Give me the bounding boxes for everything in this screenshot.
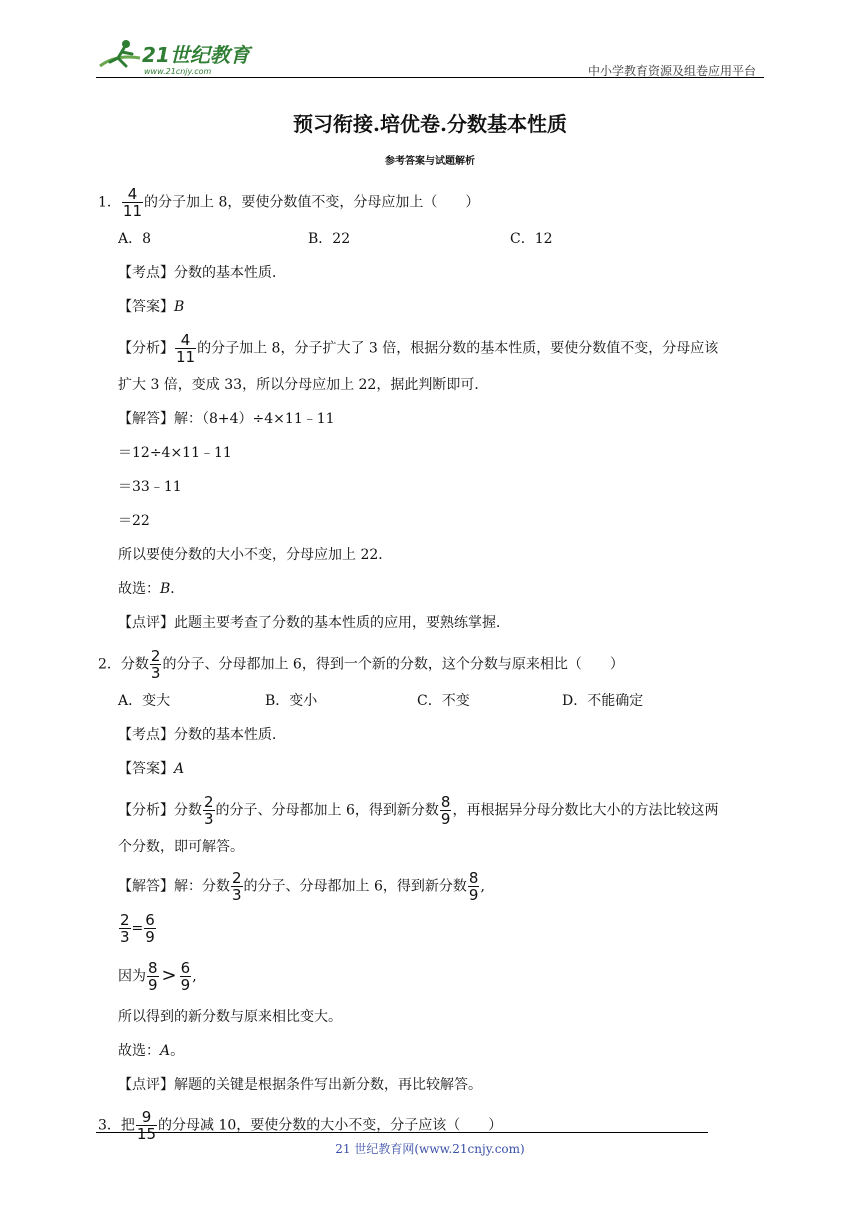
analysis: 【分析】 $\frac{4}{11}$ 的分子加上 8，分子扩大了 3 倍，根据分数的基本性质，要使分数值不变，分母应该 <box>118 331 719 366</box>
answer: 【答案】A <box>118 761 185 777</box>
result: 所以得到的新分数与原来相比变大。 <box>118 1009 342 1025</box>
option-c: C．不变 <box>417 693 470 709</box>
question-3: 3．把 $\frac{9}{15}$ 的分母减 10，要使分数的大小不变，分子应该（ ） <box>98 1108 503 1143</box>
logo-url: www.21cnjy.com <box>144 67 212 76</box>
site-name: 中小学教育资源及组卷应用平台 <box>587 64 756 78</box>
solution-line: ＝22 <box>118 513 150 529</box>
answer: 【答案】B <box>118 299 185 315</box>
choice: 故选：B． <box>118 581 185 597</box>
footer-divider <box>96 1132 708 1133</box>
option-c: C．12 <box>510 231 553 247</box>
option-a: A．8 <box>118 231 152 247</box>
analysis-cont: 扩大 3 倍，变成 33，所以分母应加上 22，据此判断即可． <box>118 377 489 393</box>
option-d: D．不能确定 <box>562 693 644 709</box>
solution-line: ＝12÷4×11﹣11 <box>118 445 232 461</box>
solution: 【解答】解：分数 $\frac{2}{3}$ 的分子、分母都加上 6，得到新分数 $\frac{8}{9}$ , <box>118 869 485 904</box>
analysis: 【分析】分数 $\frac{2}{3}$ 的分子、分母都加上 6，得到新分数 $\frac{8}{9}$ ，再根据异分母分数比大小的方法比较这两 <box>118 793 719 828</box>
document-title: 预习衔接.培优卷.分数基本性质 <box>293 112 567 136</box>
question-2: 2．分数 $\frac{2}{3}$ 的分子、分母都加上 6，得到一个新的分数，这个分数与原来相比（ ） <box>98 647 624 682</box>
logo-text: 21世纪教育 <box>142 43 250 67</box>
solution-line: 【解答】解：（8+4）÷4×11﹣11 <box>118 411 335 427</box>
solution-line: ＝33﹣11 <box>118 479 182 495</box>
question-1: 1． $\frac{4}{11}$ 的分子加上 8，要使分数值不变，分母应加上（ ） <box>98 185 480 220</box>
equation: $\frac{2}{3}$ = $\frac{6}{9}$ <box>120 911 155 946</box>
option-b: B．变小 <box>265 693 318 709</box>
knowledge-point: 【考点】分数的基本性质． <box>118 727 286 743</box>
option-b: B．22 <box>308 231 351 247</box>
site-logo <box>96 36 266 80</box>
footer-link[interactable]: 21 世纪教育网(www.21cnjy.com) <box>335 1142 525 1156</box>
choice: 故选：A。 <box>118 1043 185 1059</box>
comparison: 因为 $\frac{8}{9}$ > $\frac{6}{9}$ , <box>118 959 197 994</box>
knowledge-point: 【考点】分数的基本性质． <box>118 265 286 281</box>
solution-line: 所以要使分数的大小不变，分母应加上 22． <box>118 547 393 563</box>
fraction: $\frac{4}{11}$ <box>122 185 143 220</box>
comment: 【点评】解题的关键是根据条件写出新分数，再比较解答。 <box>118 1077 482 1093</box>
analysis-cont: 个分数，即可解答。 <box>118 839 244 855</box>
document-subtitle: 参考答案与试题解析 <box>385 156 475 167</box>
option-a: A．变大 <box>118 693 171 709</box>
header-divider <box>96 77 764 78</box>
comment: 【点评】此题主要考查了分数的基本性质的应用，要熟练掌握． <box>118 615 510 631</box>
